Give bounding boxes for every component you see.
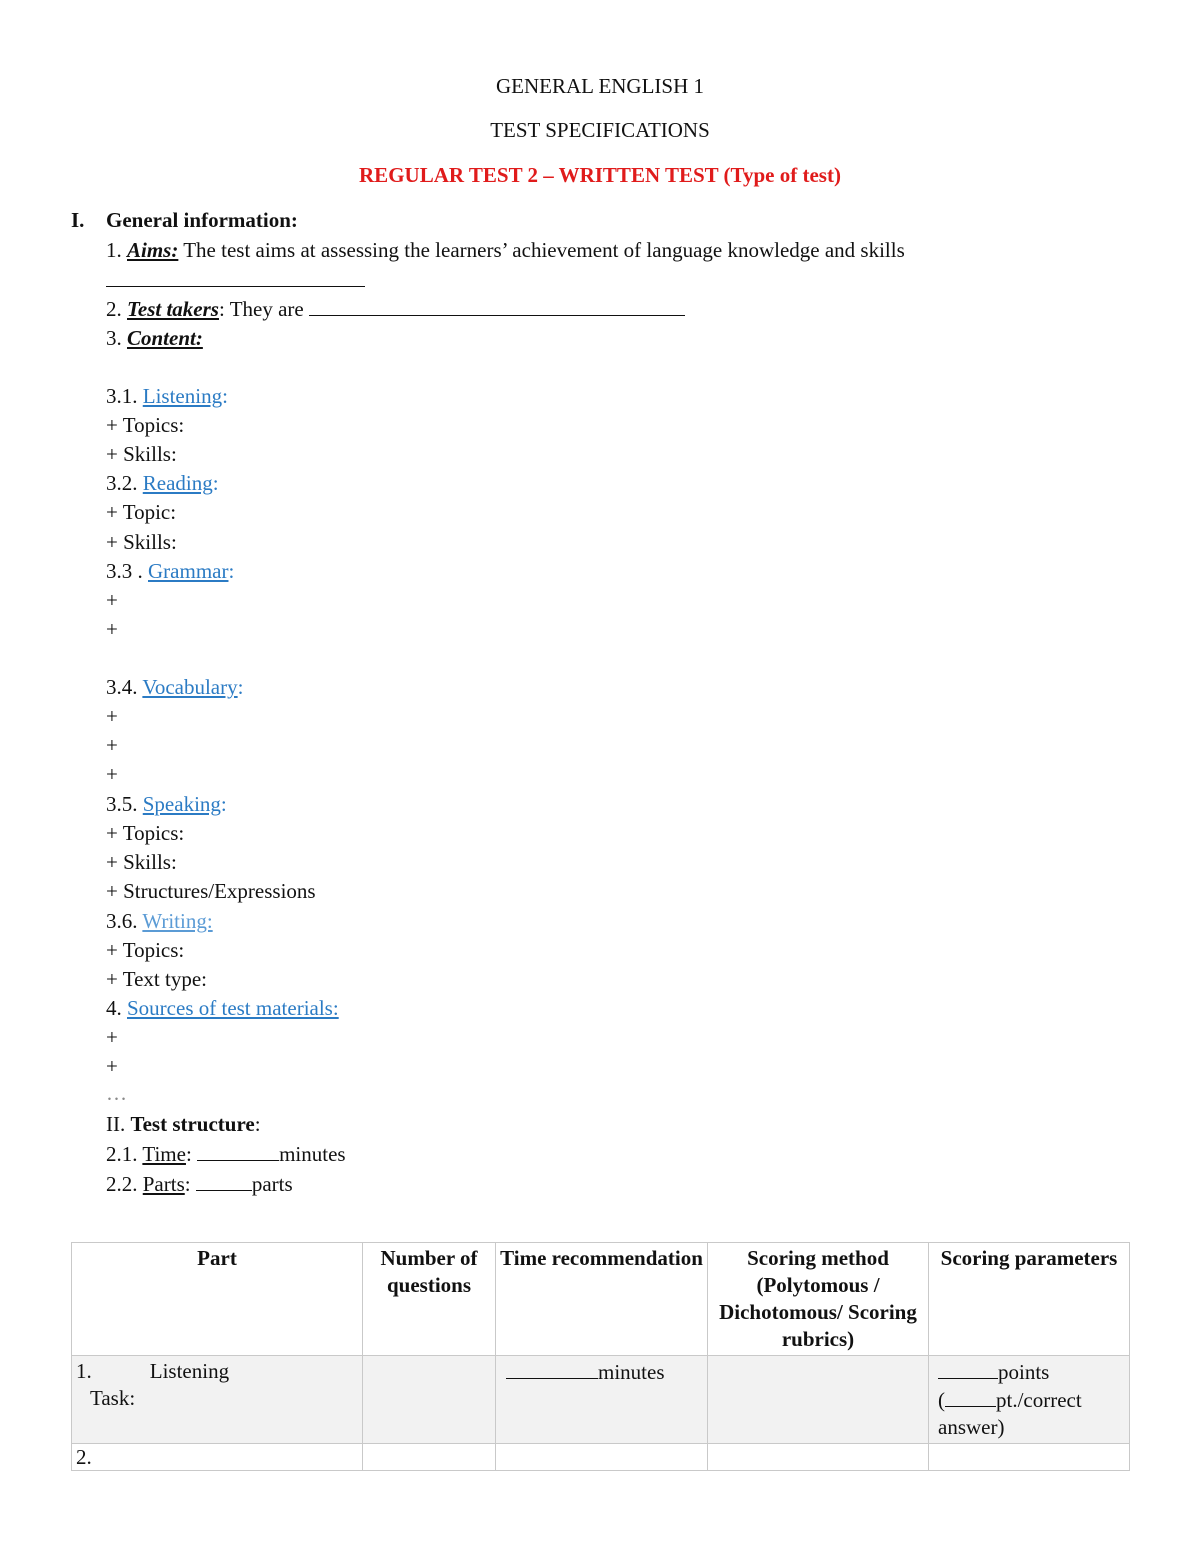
speaking-item-3: + Structures/Expressions bbox=[106, 879, 316, 903]
section-2-heading-line bbox=[106, 1111, 261, 1137]
cell-questions[interactable] bbox=[363, 1356, 496, 1444]
listening-item-1: + Topics: bbox=[106, 413, 185, 437]
parts-num: 2.2. bbox=[106, 1172, 138, 1196]
table-header-row bbox=[72, 1243, 1130, 1356]
section-2-heading: Test structure bbox=[130, 1112, 255, 1136]
part-task: Task: bbox=[90, 1386, 136, 1410]
grammar-num: 3.3 . bbox=[106, 559, 143, 583]
cell-time[interactable] bbox=[496, 1356, 708, 1444]
cell-params[interactable] bbox=[929, 1444, 1130, 1471]
content-line bbox=[106, 325, 203, 351]
table-row bbox=[72, 1356, 1130, 1444]
ellipsis: … bbox=[106, 1081, 127, 1105]
writing-line bbox=[106, 908, 213, 934]
time-line bbox=[106, 1140, 346, 1167]
cell-part[interactable] bbox=[72, 1356, 363, 1444]
cell-time[interactable] bbox=[496, 1444, 708, 1471]
listening-link[interactable]: Listening bbox=[142, 384, 223, 408]
content-num: 3. bbox=[106, 326, 122, 350]
reading-item-1: + Topic: bbox=[106, 500, 177, 524]
table-row bbox=[72, 1444, 1130, 1471]
speaking-num: 3.5. bbox=[106, 792, 138, 816]
time-rec-blank[interactable] bbox=[506, 1358, 598, 1379]
vocabulary-item-2: + bbox=[106, 733, 118, 757]
parts-blank[interactable] bbox=[196, 1170, 252, 1191]
grammar-item-2: + bbox=[106, 617, 118, 641]
vocabulary-colon: : bbox=[237, 675, 244, 699]
test-takers-num: 2. bbox=[106, 297, 122, 321]
time-rec-unit: minutes bbox=[598, 1360, 665, 1384]
part-title bbox=[76, 1358, 358, 1385]
reading-link[interactable]: Reading bbox=[142, 471, 213, 495]
grammar-link[interactable]: Grammar bbox=[148, 559, 229, 583]
time-label: Time bbox=[142, 1142, 186, 1166]
doc-subtitle: TEST SPECIFICATIONS bbox=[490, 118, 710, 142]
time-num: 2.1. bbox=[106, 1142, 138, 1166]
speaking-item-2: + Skills: bbox=[106, 850, 177, 874]
part-name: Listening bbox=[149, 1359, 230, 1383]
section-1-heading: General information: bbox=[106, 208, 298, 232]
test-takers-colon: : bbox=[218, 297, 225, 321]
time-blank[interactable] bbox=[197, 1140, 279, 1161]
speaking-link[interactable]: Speaking bbox=[142, 792, 221, 816]
reading-line bbox=[106, 470, 219, 496]
section-1-numeral: I. bbox=[71, 208, 85, 232]
cell-method[interactable] bbox=[708, 1444, 929, 1471]
header-time-recommendation: Time recommendation bbox=[496, 1243, 708, 1356]
header-scoring-parameters: Scoring parameters bbox=[929, 1243, 1130, 1356]
vocabulary-item-1: + bbox=[106, 704, 118, 728]
doc-title: GENERAL ENGLISH 1 bbox=[495, 74, 705, 98]
parts-colon: : bbox=[184, 1172, 191, 1196]
listening-item-2: + Skills: bbox=[106, 442, 177, 466]
listening-num: 3.1. bbox=[106, 384, 138, 408]
vocabulary-link[interactable]: Vocabulary bbox=[142, 675, 238, 699]
time-unit: minutes bbox=[279, 1142, 346, 1166]
vocabulary-line bbox=[106, 674, 243, 700]
test-name: REGULAR TEST 2 – WRITTEN TEST (Type of test) bbox=[359, 163, 841, 187]
aims-num: 1. bbox=[106, 238, 122, 262]
cell-method[interactable] bbox=[708, 1356, 929, 1444]
aims-blank[interactable] bbox=[106, 266, 365, 287]
writing-link[interactable]: Writing: bbox=[142, 909, 213, 933]
per-unit: pt./correct answer) bbox=[938, 1388, 1082, 1439]
reading-num: 3.2. bbox=[106, 471, 138, 495]
parts-unit: parts bbox=[251, 1172, 293, 1196]
writing-item-2: + Text type: bbox=[106, 967, 207, 991]
writing-item-1: + Topics: bbox=[106, 938, 185, 962]
sources-line bbox=[106, 995, 339, 1021]
points-unit: points bbox=[998, 1360, 1050, 1384]
sources-link[interactable]: Sources of test materials: bbox=[127, 996, 339, 1020]
grammar-item-1: + bbox=[106, 588, 118, 612]
test-structure-table bbox=[71, 1242, 1130, 1471]
header-number-of-questions: Number of questions bbox=[363, 1243, 496, 1356]
reading-colon: : bbox=[212, 471, 219, 495]
cell-questions[interactable] bbox=[363, 1444, 496, 1471]
grammar-colon: : bbox=[228, 559, 235, 583]
aims-blank-line bbox=[106, 266, 365, 293]
part-num: 1. bbox=[76, 1359, 92, 1383]
sources-item-1: + bbox=[106, 1025, 118, 1049]
parts-label: Parts bbox=[142, 1172, 185, 1196]
speaking-line bbox=[106, 791, 227, 817]
header-scoring-method: Scoring method (Polytomous / Dichotomous/ Scoring rubrics) bbox=[708, 1243, 929, 1356]
cell-params[interactable] bbox=[929, 1356, 1130, 1444]
vocabulary-item-3: + bbox=[106, 762, 118, 786]
section-2-numeral: II. bbox=[106, 1112, 126, 1136]
per-blank[interactable] bbox=[945, 1386, 996, 1407]
test-takers-line bbox=[106, 295, 685, 322]
header-part: Part bbox=[72, 1243, 363, 1356]
listening-colon: : bbox=[222, 384, 228, 408]
grammar-line bbox=[106, 558, 234, 584]
cell-part[interactable]: 2. bbox=[72, 1444, 363, 1471]
vocabulary-num: 3.4. bbox=[106, 675, 138, 699]
test-takers-text: They are bbox=[229, 297, 304, 321]
aims-label: Aims: bbox=[127, 238, 179, 262]
aims-line bbox=[106, 237, 905, 263]
per-open: ( bbox=[938, 1388, 945, 1412]
test-takers-label: Test takers bbox=[127, 297, 219, 321]
speaking-item-1: + Topics: bbox=[106, 821, 185, 845]
aims-text: The test aims at assessing the learners’ achievement of language knowledge and skills bbox=[183, 238, 905, 262]
section-2-colon: : bbox=[254, 1112, 261, 1136]
parts-line bbox=[106, 1170, 293, 1197]
writing-num: 3.6. bbox=[106, 909, 138, 933]
content-label: Content: bbox=[127, 326, 203, 350]
speaking-colon: : bbox=[220, 792, 227, 816]
time-colon: : bbox=[185, 1142, 192, 1166]
sources-num: 4. bbox=[106, 996, 122, 1020]
test-takers-blank[interactable] bbox=[309, 295, 685, 316]
points-blank[interactable] bbox=[938, 1358, 998, 1379]
sources-item-2: + bbox=[106, 1054, 118, 1078]
reading-item-2: + Skills: bbox=[106, 530, 177, 554]
listening-line bbox=[106, 383, 228, 409]
